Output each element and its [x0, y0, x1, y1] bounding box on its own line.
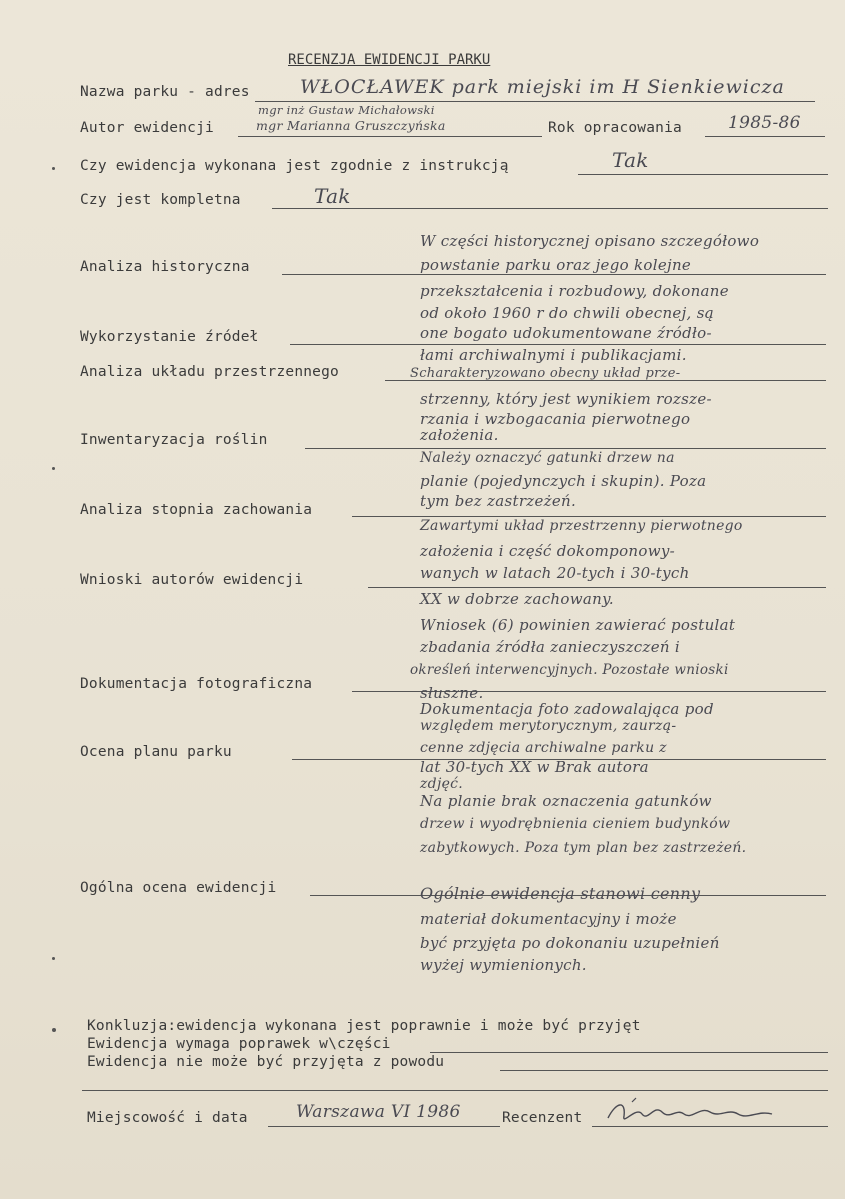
historical-analysis-label: Analiza historyczna: [80, 259, 250, 275]
document-title: RECENZJA EWIDENCJI PARKU: [288, 52, 491, 68]
conclusion-line-3-underline: [500, 1070, 828, 1071]
instruction-line: [578, 174, 828, 175]
plants-line: [305, 448, 826, 449]
handwritten-line: zdjęć.: [420, 776, 464, 792]
instruction-value: Tak: [612, 148, 649, 172]
reviewer-signature: [602, 1096, 782, 1130]
place-date-label: Miejscowość i data: [87, 1110, 248, 1126]
handwritten-line: przekształcenia i rozbudowy, dokonane: [420, 282, 729, 300]
photo-documentation-label: Dokumentacja fotograficzna: [80, 676, 313, 692]
margin-dot: [52, 1028, 56, 1032]
plan-evaluation-label: Ocena planu parku: [80, 744, 232, 760]
handwritten-line: zabytkowych. Poza tym plan bez zastrzeżeń.: [420, 840, 747, 856]
historical-line: [282, 274, 826, 275]
handwritten-line: być przyjęta po dokonaniu uzupełnień: [420, 934, 720, 952]
margin-dot: [52, 957, 55, 960]
conclusion-blank-line: [82, 1090, 828, 1091]
year-line: [705, 136, 825, 137]
handwritten-line: strzenny, który jest wynikiem rozsze-: [420, 390, 712, 408]
handwritten-line: Zawartymi układ przestrzenny pierwotnego: [420, 518, 743, 534]
general-evaluation-label: Ogólna ocena ewidencji: [80, 880, 277, 896]
author-line: [238, 136, 542, 137]
handwritten-line: względem merytorycznym, zaurzą-: [420, 718, 677, 734]
park-name-line: [255, 101, 815, 102]
handwritten-line: drzew i wyodrębnienia cieniem budynków: [420, 816, 731, 832]
conclusions-label: Wnioski autorów ewidencji: [80, 572, 304, 588]
handwritten-line: W części historycznej opisano szczegółowo: [420, 232, 760, 250]
sources-label: Wykorzystanie źródeł: [80, 329, 259, 345]
handwritten-line: Ogólnie ewidencja stanowi cenny: [420, 884, 701, 903]
handwritten-line: planie (pojedynczych i skupin). Poza: [420, 472, 707, 490]
author-value-line1: mgr inż Gustaw Michałowski: [258, 103, 435, 117]
handwritten-line: one bogato udokumentowane źródło-: [420, 324, 712, 342]
author-value-line2: mgr Marianna Gruszczyńska: [256, 118, 446, 133]
handwritten-line: Scharakteryzowano obecny układ prze-: [410, 366, 681, 381]
handwritten-line: wyżej wymienionych.: [420, 956, 587, 974]
preservation-line: [352, 516, 826, 517]
margin-dot: [52, 167, 55, 170]
handwritten-line: materiał dokumentacyjny i może: [420, 910, 677, 928]
handwritten-line: zbadania źródła zanieczyszczeń i: [420, 638, 681, 656]
complete-label: Czy jest kompletna: [80, 192, 241, 208]
conclusion-line-2: Ewidencja wymaga poprawek w\części: [87, 1036, 391, 1052]
author-label: Autor ewidencji: [80, 120, 214, 136]
handwritten-line: od około 1960 r do chwili obecnej, są: [420, 304, 714, 322]
handwritten-line: słuszne.: [420, 684, 484, 702]
spatial-analysis-label: Analiza układu przestrzennego: [80, 364, 339, 380]
handwritten-line: założenia.: [420, 426, 499, 444]
park-name-value: WŁOCŁAWEK park miejski im H Sienkiewicza: [300, 76, 785, 98]
conclusions-line: [368, 587, 826, 588]
reviewer-line: [592, 1126, 828, 1127]
handwritten-line: Dokumentacja foto zadowalająca pod: [420, 700, 714, 718]
handwritten-line: cenne zdjęcia archiwalne parku z: [420, 740, 667, 756]
complete-line: [272, 208, 828, 209]
handwritten-line: łami archiwalnymi i publikacjami.: [420, 346, 687, 364]
handwritten-line: lat 30-tych XX w Brak autora: [420, 758, 649, 776]
conclusion-line-2-underline: [430, 1052, 828, 1053]
handwritten-line: Wniosek (6) powinien zawierać postulat: [420, 616, 736, 634]
conclusion-line-3: Ewidencja nie może być przyjęta z powodu: [87, 1054, 445, 1070]
place-date-line: [268, 1126, 500, 1127]
handwritten-line: założenia i część dokomponowy-: [420, 542, 675, 560]
park-name-label: Nazwa parku - adres: [80, 84, 250, 100]
handwritten-line: XX w dobrze zachowany.: [420, 590, 614, 608]
conclusion-line-1: Konkluzja:ewidencja wykonana jest poprawnie i może być przyjęt: [87, 1018, 641, 1034]
handwritten-line: tym bez zastrzeżeń.: [420, 492, 577, 510]
handwritten-line: Należy oznaczyć gatunki drzew na: [420, 450, 675, 466]
preservation-label: Analiza stopnia zachowania: [80, 502, 313, 518]
sources-line: [290, 344, 826, 345]
handwritten-line: rzania i wzbogacania pierwotnego: [420, 410, 691, 428]
place-date-value: Warszawa VI 1986: [296, 1102, 461, 1122]
year-label: Rok opracowania: [548, 120, 682, 136]
year-value: 1985-86: [728, 113, 801, 133]
margin-dot: [52, 467, 55, 470]
handwritten-line: Na planie brak oznaczenia gatunków: [420, 792, 712, 810]
handwritten-line: powstanie parku oraz jego kolejne: [420, 256, 692, 274]
reviewer-label: Recenzent: [502, 1110, 583, 1126]
handwritten-line: wanych w latach 20-tych i 30-tych: [420, 564, 690, 582]
complete-value: Tak: [314, 184, 351, 208]
instruction-label: Czy ewidencja wykonana jest zgodnie z instrukcją: [80, 158, 509, 174]
plant-inventory-label: Inwentaryzacja roślin: [80, 432, 268, 448]
handwritten-line: określeń interwencyjnych. Pozostałe wnioski: [410, 662, 729, 678]
